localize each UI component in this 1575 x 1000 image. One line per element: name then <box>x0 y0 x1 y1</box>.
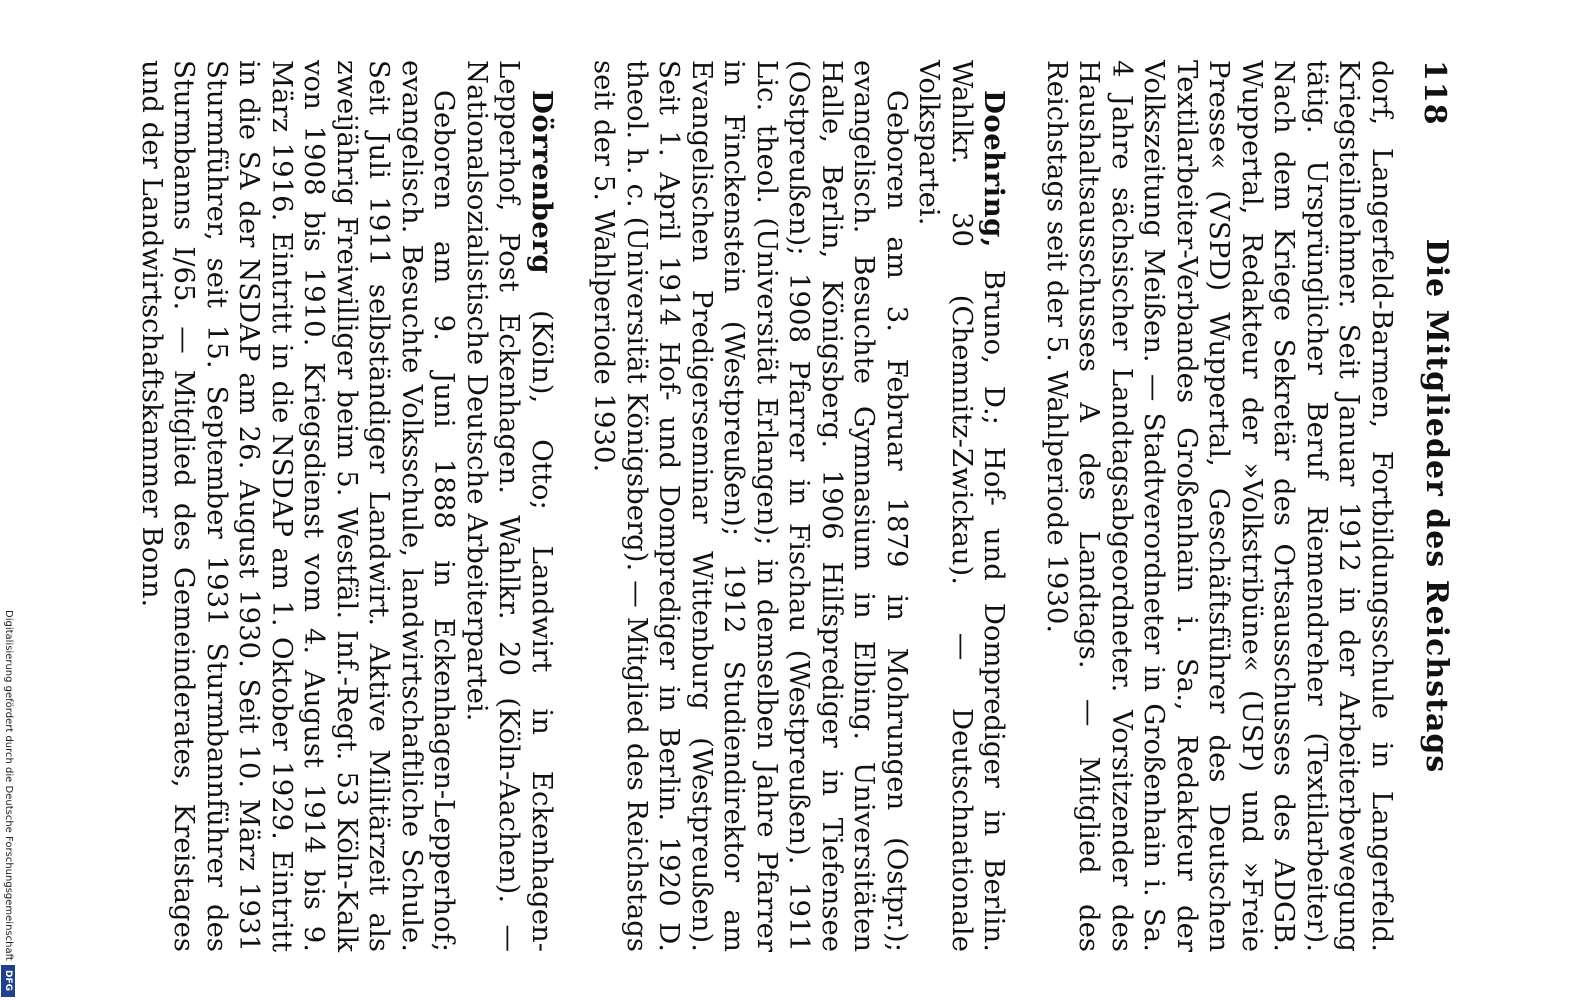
page-header <box>1404 60 1460 952</box>
dfg-logo: DFG <box>1 965 15 997</box>
entry-doerrenberg <box>461 60 559 952</box>
page-number: 118 <box>1417 60 1452 126</box>
entry-doehring <box>913 60 1011 952</box>
entry-doehring-details: Bruno, D.; Hof- und Domprediger in Berlin. Wahlkr. 30 (Chemnitz-Zwickau). — Deutschnationale Volkspartei. <box>913 60 1011 952</box>
biography-doerrenberg: Geboren am 9. Juni 1888 in Eckenhagen-Lepperhof; evangelisch. Besuchte Volksschule, landwirtschaftliche Schule. Seit Juli 1911 selbständiger Landwirt. Aktive Militärzeit als zweijährig Freiwilliger beim 5. Westfäl. Inf.-Regt. 53 Köln-Kalk von 1908 bis 1910. Kriegsdienst vom 4. August 1914 bis 9. März 1916. Eintritt in die NSDAP am 1. Oktober 1929. Eintritt in die SA der NSDAP am 26. August 1930. Seit 10. März 1931 Sturmführer, seit 15. September 1931 Sturmbannführer des Sturmbanns I/65. — Mitglied des Gemeinderates, Kreistages und der Landwirtschaftskammer Bonn. <box>136 60 461 952</box>
document-page <box>60 0 1500 1000</box>
member-name-doehring: Doehring, <box>978 90 1011 248</box>
member-name-doerrenberg: Dörrenberg <box>526 90 558 275</box>
digitization-credit: Digitalisierung gefördert durch die Deutsche Forschungsgemeinschaft <box>3 610 14 961</box>
biography-doehring: Geboren am 3. Februar 1879 in Mohrungen (Ostpr.); evangelisch. Besuchte Gymnasium in Elbing. Universitäten Halle, Berlin, Königsberg. 1906 Hilfsprediger in Tiefensee (Ostpreußen); 1908 Pfarrer in Fischau (Westpreußen). 1911 Lic. theol. (Universität Erlangen); in demselben Jahre Pfarrer in Finckenstein (Westpreußen); 1912 Studiendirektor am Evangelischen Predigerseminar Wittenburg (Westpreußen). Seit 1. April 1914 Hof- und Domprediger in Berlin. 1920 D. theol. h. c. (Universität Königsberg). — Mitglied des Reichstags seit der 5. Wahlperiode 1930. <box>588 60 913 952</box>
entry-doerrenberg-details: (Köln), Otto; Landwirt in Eckenhagen-Lepperhof, Post Eckenhagen. Wahlkr. 20 (Köln-Aachen). — Nationalsozialistische Deutsche Arbeiterpartei. <box>461 60 558 952</box>
paragraph-continuation: dorf, Langerfeld-Barmen, Fortbildungsschule in Langerfeld. Kriegsteilnehmer. Seit Januar 1912 in der Arbeiterbewegung tätig. Ursprünglicher Beruf Riemendreher (Textilarbeiter). Nach dem Kriege Sekretär des Ortsausschusses des ADGB. Wuppertal, Redakteur der »Volkstribüne« (USP) und »Freie Presse« (VSPD) Wuppertal, Geschäftsführer des Deutschen Textilarbeiter-Verbandes Großenhain i. Sa., Redakteur der Volkszeitung Meißen. — Stadtverordneter in Großenhain i. Sa. 4 Jahre sächsischer Landtagsabgeordneter. Vorsitzender des Haushaltsausschusses A des Landtags. — Mitglied des Reichstags seit der 5. Wahlperiode 1930. <box>1041 60 1398 952</box>
running-head: Die Mitglieder des Reichstags <box>1419 238 1454 774</box>
